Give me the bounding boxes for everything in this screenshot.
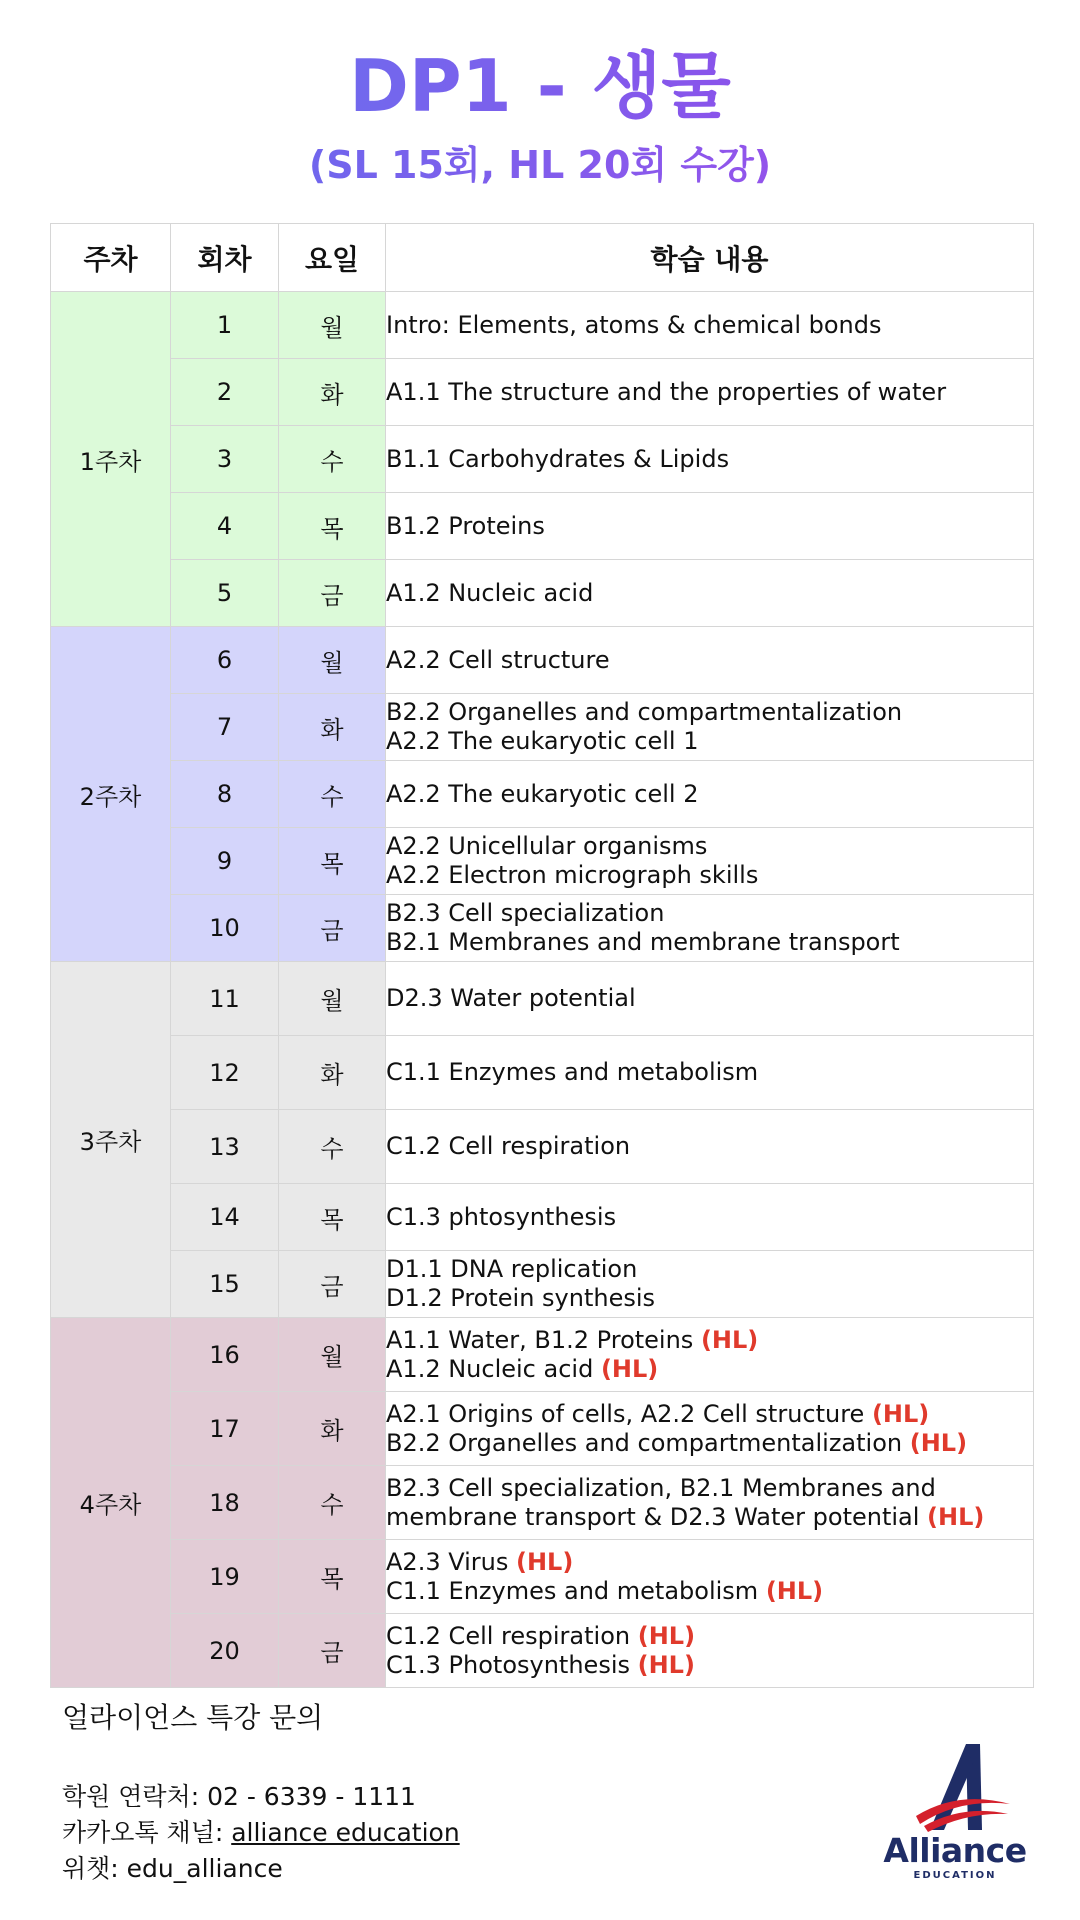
lesson-text: B2.3 Cell specialization, B2.1 Membranes and: [386, 1473, 936, 1502]
session-number: 9: [171, 828, 279, 895]
lesson-content: [386, 627, 1034, 694]
session-number: 10: [171, 895, 279, 962]
table-row: [51, 895, 1034, 962]
lesson-content: [386, 359, 1034, 426]
lesson-text: A1.2 Nucleic acid: [386, 578, 594, 607]
week-label: 2주차: [51, 627, 171, 962]
session-number: 7: [171, 694, 279, 761]
table-row: [51, 1184, 1034, 1251]
lesson-line: [386, 1203, 1033, 1232]
table-row: [51, 292, 1034, 359]
table-row: [51, 1251, 1034, 1318]
lesson-content: [386, 1614, 1034, 1688]
table-row: [51, 1110, 1034, 1184]
table-row: [51, 1392, 1034, 1466]
table-row: [51, 493, 1034, 560]
kakao-label: 카카오톡 채널:: [62, 1818, 232, 1847]
inquiry-heading: 얼라이언스 특강 문의: [62, 1701, 324, 1734]
session-number: 2: [171, 359, 279, 426]
weekday: 수: [279, 1466, 386, 1540]
wechat-id: edu_alliance: [126, 1854, 283, 1883]
hl-badge: (HL): [765, 1576, 824, 1605]
lesson-line: [386, 1326, 1033, 1355]
table-row: [51, 426, 1034, 493]
weekday: 금: [279, 1614, 386, 1688]
weekday: 월: [279, 962, 386, 1036]
hl-badge: (HL): [637, 1621, 696, 1650]
lesson-content: [386, 895, 1034, 962]
lesson-content: [386, 1110, 1034, 1184]
weekday: 금: [279, 1251, 386, 1318]
lesson-line: [386, 832, 1033, 861]
column-header-session: 회차: [171, 224, 279, 292]
hl-badge: (HL): [927, 1502, 985, 1531]
week-label: 4주차: [51, 1318, 171, 1688]
lesson-line: [386, 1651, 1033, 1680]
table-row: [51, 694, 1034, 761]
weekday: 수: [279, 426, 386, 493]
weekday: 수: [279, 1110, 386, 1184]
session-number: 12: [171, 1036, 279, 1110]
lesson-content: [386, 1251, 1034, 1318]
session-number: 6: [171, 627, 279, 694]
lesson-content: [386, 1466, 1034, 1540]
lesson-line: [386, 899, 1033, 928]
kakao-contact: [62, 1817, 460, 1849]
lesson-line: [386, 1255, 1033, 1284]
lesson-text: C1.3 phtosynthesis: [386, 1202, 617, 1231]
weekday: 월: [279, 627, 386, 694]
lesson-text: A1.1 The structure and the properties of water: [386, 377, 947, 406]
table-row: [51, 962, 1034, 1036]
weekday: 목: [279, 493, 386, 560]
lesson-line: [386, 1284, 1033, 1313]
session-number: 14: [171, 1184, 279, 1251]
hl-badge: (HL): [700, 1325, 759, 1354]
hl-badge: (HL): [871, 1399, 930, 1428]
lesson-text: A1.2 Nucleic acid: [386, 1354, 601, 1383]
wechat-label: 위챗:: [62, 1854, 127, 1883]
lesson-text: C1.2 Cell respiration: [386, 1132, 631, 1160]
lesson-text: A1.1 Water, B1.2 Proteins: [386, 1325, 701, 1354]
table-row: [51, 627, 1034, 694]
lesson-text: Intro: Elements, atoms & chemical bonds: [386, 310, 882, 339]
lesson-line: [386, 311, 1033, 340]
weekday: 목: [279, 1540, 386, 1614]
session-number: 17: [171, 1392, 279, 1466]
schedule-table: [50, 223, 1034, 1688]
lesson-content: [386, 426, 1034, 493]
lesson-text: A2.2 Electron micrograph skills: [386, 861, 759, 889]
lesson-text: B2.2 Organelles and compartmentalization: [386, 1428, 910, 1457]
weekday: 화: [279, 1036, 386, 1110]
lesson-text: C1.1 Enzymes and metabolism: [386, 1576, 766, 1605]
lesson-text: A2.1 Origins of cells, A2.2 Cell structure: [386, 1399, 872, 1428]
hl-badge: (HL): [637, 1650, 695, 1679]
lesson-line: [386, 579, 1033, 608]
phone-contact: [62, 1781, 416, 1813]
lesson-line: [386, 378, 1033, 407]
lesson-line: [386, 1400, 1033, 1429]
weekday: 월: [279, 292, 386, 359]
phone-number: 02 - 6339 - 1111: [207, 1782, 416, 1811]
table-row: [51, 1036, 1034, 1110]
table-row: [51, 1614, 1034, 1688]
logo-wordmark: Alliance: [883, 1831, 1027, 1870]
column-header-content: 학습 내용: [386, 224, 1034, 292]
lesson-line: [386, 727, 1033, 756]
lesson-text: membrane transport & D2.3 Water potential: [386, 1502, 928, 1531]
session-number: 1: [171, 292, 279, 359]
lesson-line: [386, 698, 1033, 727]
table-row: [51, 560, 1034, 627]
session-number: 18: [171, 1466, 279, 1540]
lesson-content: [386, 761, 1034, 828]
column-header-day: 요일: [279, 224, 386, 292]
column-header-week: 주차: [51, 224, 171, 292]
lesson-text: B1.2 Proteins: [386, 511, 545, 540]
table-row: [51, 359, 1034, 426]
page-title: DP1 - 생물: [0, 42, 1080, 130]
schedule-body: [51, 292, 1034, 1688]
weekday: 목: [279, 1184, 386, 1251]
lesson-line: [386, 1577, 1033, 1606]
session-number: 15: [171, 1251, 279, 1318]
weekday: 화: [279, 694, 386, 761]
lesson-text: B2.3 Cell specialization: [386, 899, 665, 927]
weekday: 월: [279, 1318, 386, 1392]
weekday: 금: [279, 560, 386, 627]
session-number: 4: [171, 493, 279, 560]
lesson-line: [386, 1622, 1033, 1651]
logo-subtext: EDUCATION: [913, 1870, 997, 1881]
table-row: [51, 1318, 1034, 1392]
lesson-line: [386, 1503, 1033, 1532]
lesson-text: C1.1 Enzymes and metabolism: [386, 1058, 759, 1086]
lesson-content: [386, 292, 1034, 359]
lesson-content: [386, 828, 1034, 895]
lesson-content: [386, 1036, 1034, 1110]
lesson-line: [386, 861, 1033, 890]
lesson-content: [386, 1184, 1034, 1251]
session-number: 16: [171, 1318, 279, 1392]
lesson-line: [386, 984, 1033, 1013]
lesson-text: A2.2 The eukaryotic cell 1: [386, 727, 699, 755]
page-subtitle: (SL 15회, HL 20회 수강): [0, 140, 1080, 190]
lesson-line: [386, 1355, 1033, 1384]
lesson-line: [386, 512, 1033, 541]
table-row: [51, 761, 1034, 828]
lesson-line: [386, 1132, 1033, 1161]
table-row: [51, 828, 1034, 895]
phone-label: 학원 연락처:: [62, 1782, 208, 1811]
weekday: 화: [279, 1392, 386, 1466]
lesson-line: [386, 1429, 1033, 1458]
lesson-text: A2.2 The eukaryotic cell 2: [386, 779, 699, 808]
session-number: 5: [171, 560, 279, 627]
lesson-line: [386, 1058, 1033, 1087]
lesson-content: [386, 1318, 1034, 1392]
session-number: 19: [171, 1540, 279, 1614]
lesson-text: A2.2 Unicellular organisms: [386, 832, 708, 860]
lesson-text: A2.2 Cell structure: [386, 645, 610, 674]
lesson-text: B2.2 Organelles and compartmentalization: [386, 698, 903, 726]
lesson-line: [386, 646, 1033, 675]
weekday: 목: [279, 828, 386, 895]
lesson-text: B1.1 Carbohydrates & Lipids: [386, 444, 730, 473]
session-number: 13: [171, 1110, 279, 1184]
lesson-content: [386, 962, 1034, 1036]
lesson-content: [386, 694, 1034, 761]
week-label: 1주차: [51, 292, 171, 627]
session-number: 11: [171, 962, 279, 1036]
lesson-line: [386, 928, 1033, 957]
lesson-text: C1.2 Cell respiration: [386, 1621, 638, 1650]
weekday: 금: [279, 895, 386, 962]
session-number: 8: [171, 761, 279, 828]
lesson-content: [386, 493, 1034, 560]
lesson-text: B2.1 Membranes and membrane transport: [386, 928, 900, 956]
table-header-row: [51, 224, 1034, 292]
hl-badge: (HL): [600, 1354, 659, 1383]
lesson-line: [386, 780, 1033, 809]
weekday: 화: [279, 359, 386, 426]
lesson-text: D1.2 Protein synthesis: [386, 1284, 656, 1312]
wechat-contact: [62, 1853, 283, 1885]
lesson-line: [386, 1474, 1033, 1503]
lesson-line: [386, 445, 1033, 474]
lesson-text: D2.3 Water potential: [386, 984, 636, 1012]
weekday: 수: [279, 761, 386, 828]
session-number: 3: [171, 426, 279, 493]
hl-badge: (HL): [515, 1547, 574, 1576]
lesson-text: A2.3 Virus: [386, 1547, 516, 1576]
lesson-content: [386, 560, 1034, 627]
table-row: [51, 1466, 1034, 1540]
lesson-text: C1.3 Photosynthesis: [386, 1650, 638, 1679]
lesson-content: [386, 1540, 1034, 1614]
table-row: [51, 1540, 1034, 1614]
hl-badge: (HL): [909, 1428, 968, 1457]
session-number: 20: [171, 1614, 279, 1688]
week-label: 3주차: [51, 962, 171, 1318]
lesson-content: [386, 1392, 1034, 1466]
lesson-line: [386, 1548, 1033, 1577]
kakao-channel-link[interactable]: alliance education: [231, 1818, 460, 1847]
lesson-text: D1.1 DNA replication: [386, 1255, 638, 1283]
